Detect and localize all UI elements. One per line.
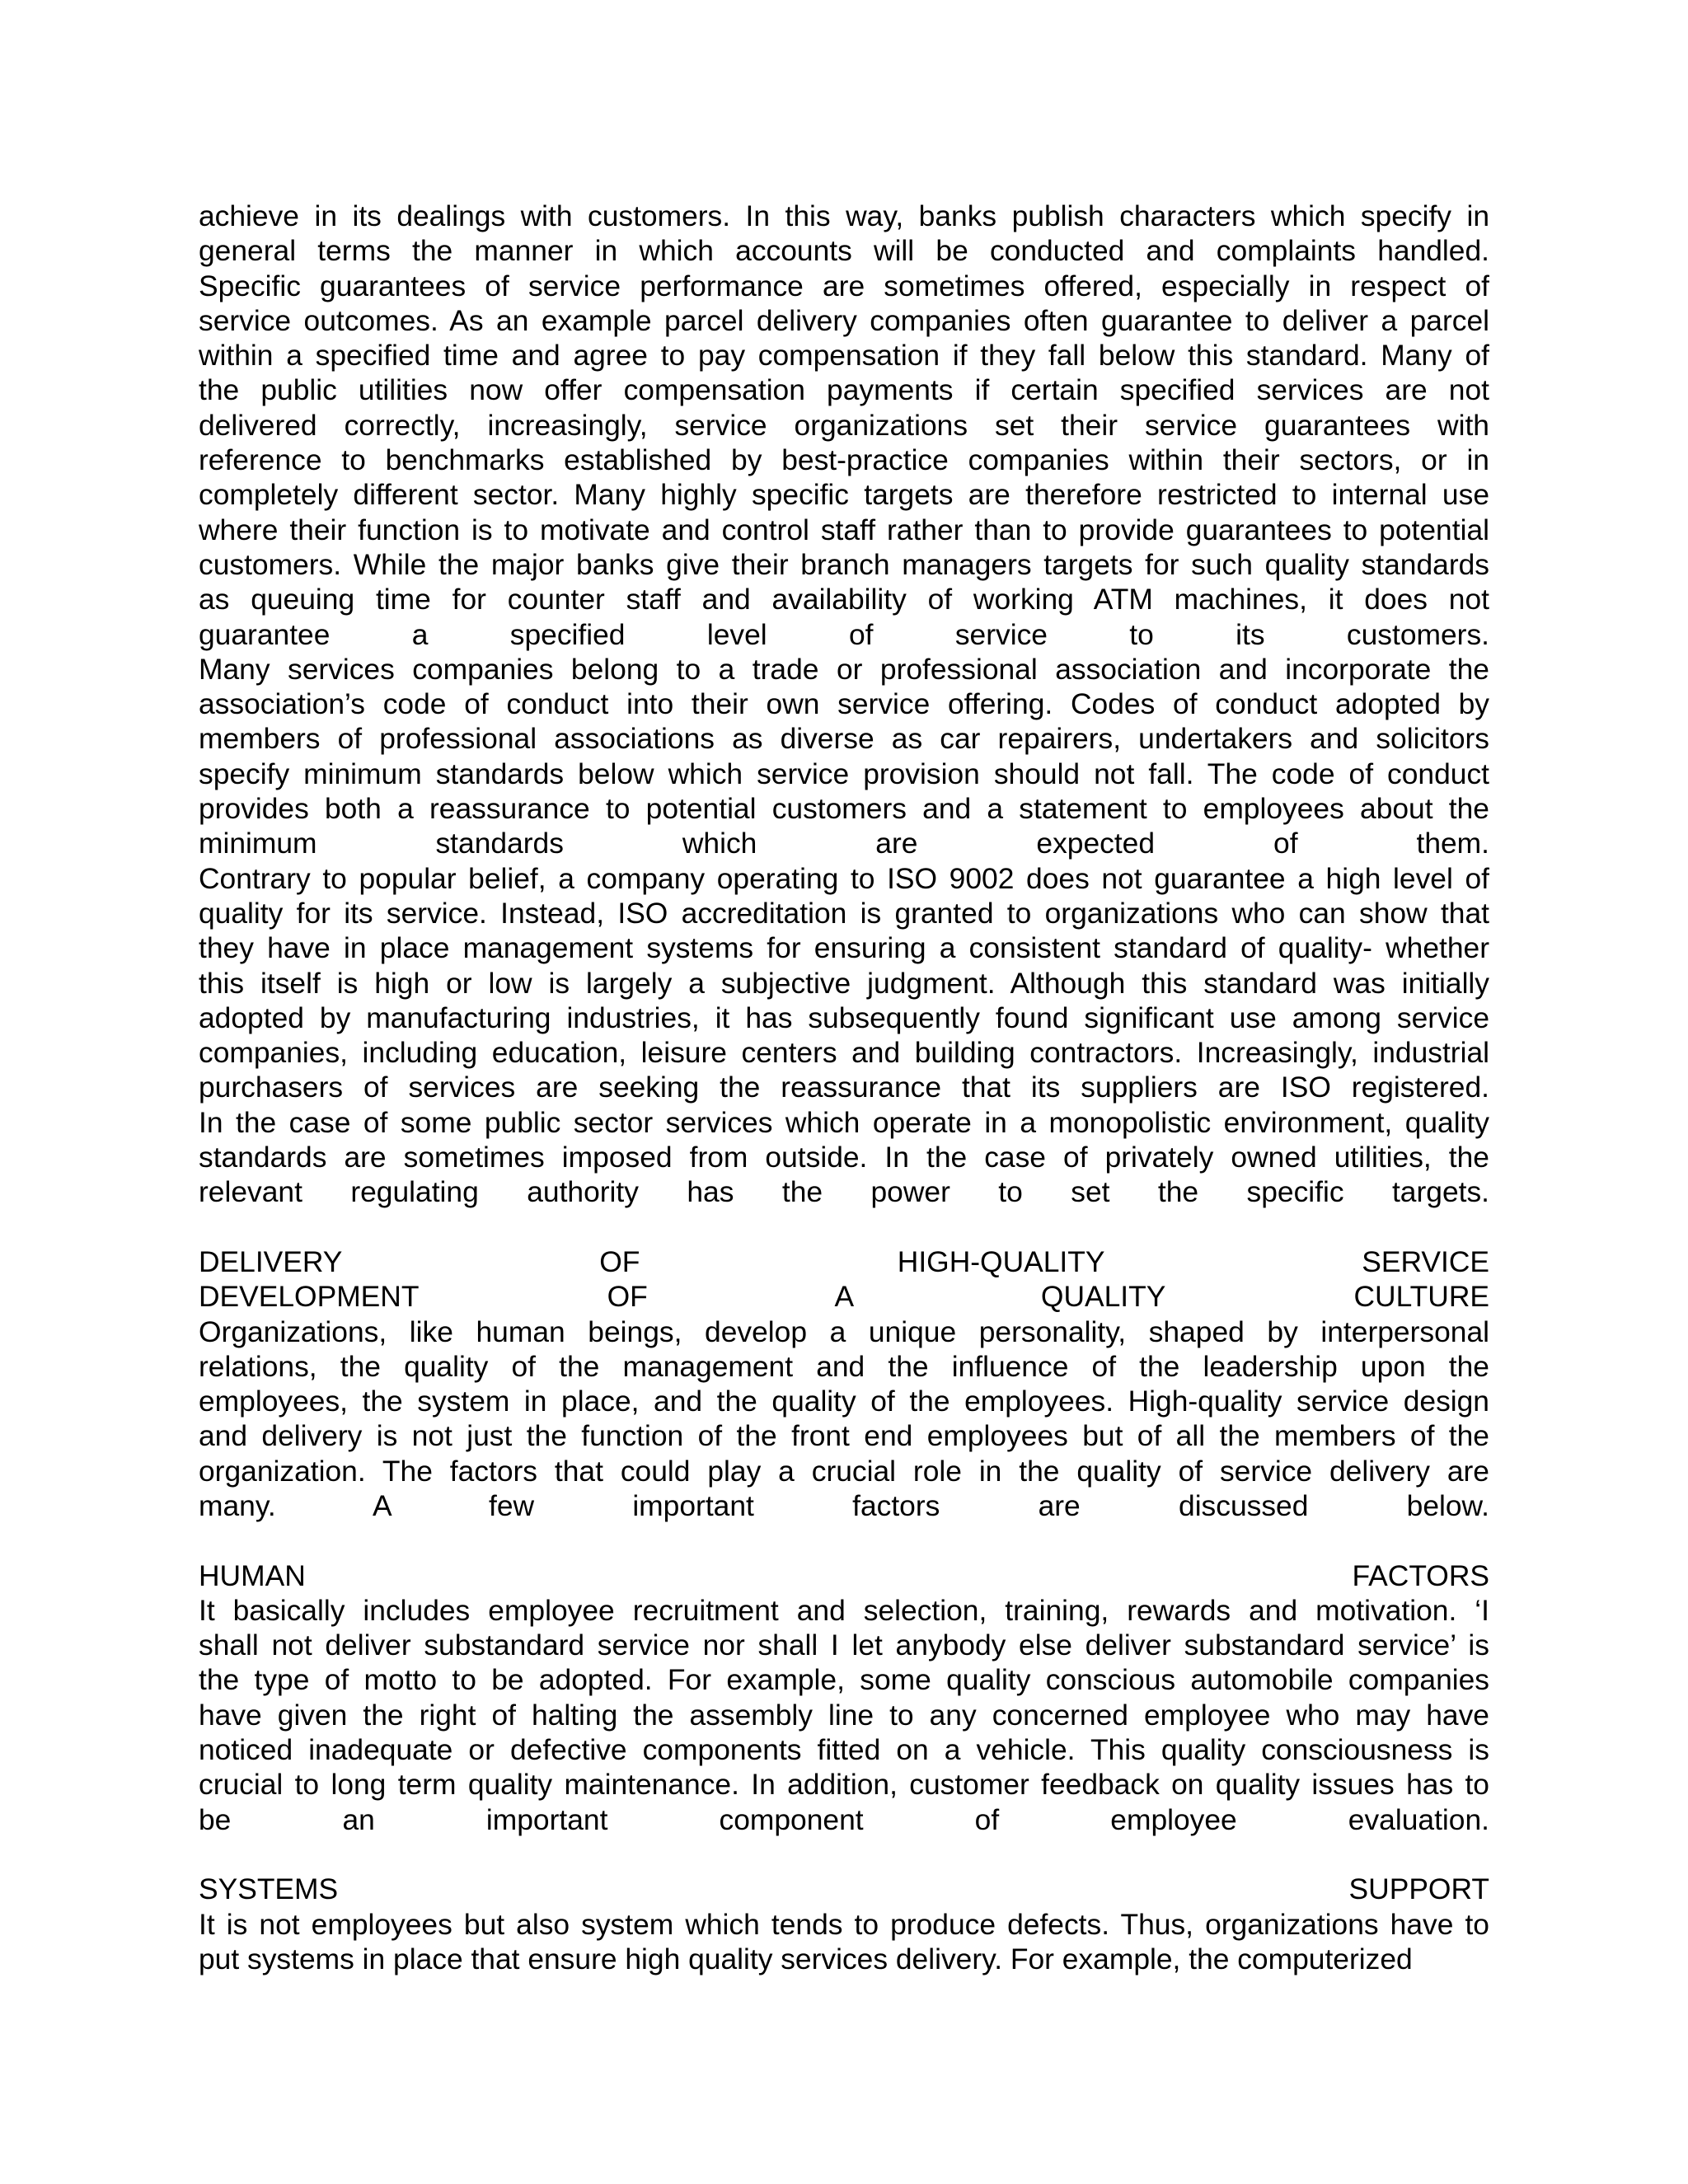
text-line: service outcomes. As an example parcel delivery companies often guarantee to deliver a parcel — [199, 303, 1489, 337]
text-line: employees, the system in place, and the quality of the employees. High-quality service design — [199, 1385, 1489, 1418]
text-line: reference to benchmarks established by best-practice companies within their sectors, or in — [199, 443, 1489, 477]
text-line: where their function is to motivate and control staff rather than to provide guarantees to potential — [199, 513, 1489, 546]
text-line: It is not employees but also system which tends to produce defects. Thus, organizations have to — [199, 1907, 1489, 1941]
text-line: Many services companies belong to a trade or professional association and incorporate the — [199, 652, 1489, 686]
text-line: shall not deliver substandard service nor shall I let anybody else deliver substandard service’ is — [199, 1629, 1489, 1662]
paragraph-gap — [199, 1523, 1489, 1558]
text-block — [199, 1244, 1489, 1523]
text-line: standards are sometimes imposed from outside. In the case of privately owned utilities, the — [199, 1141, 1489, 1174]
text-line: members of professional associations as diverse as car repairers, undertakers and solicitors — [199, 722, 1489, 756]
document-body — [199, 199, 1489, 1976]
text-line: as queuing time for counter staff and availability of working ATM machines, it does not — [199, 583, 1489, 616]
text-line: provides both a reassurance to potential customers and a statement to employees about the — [199, 792, 1489, 826]
text-line: guarantee a specified level of service to its customers. — [199, 617, 1489, 651]
text-line: delivered correctly, increasingly, service organizations set their service guarantees with — [199, 408, 1489, 442]
text-line: companies, including education, leisure centers and building contractors. Increasingly, industrial — [199, 1036, 1489, 1070]
text-line: this itself is high or low is largely a subjective judgment. Although this standard was initially — [199, 966, 1489, 1000]
text-line: the type of motto to be adopted. For example, some quality conscious automobile companies — [199, 1663, 1489, 1697]
text-line: completely different sector. Many highly specific targets are therefore restricted to internal use — [199, 478, 1489, 512]
text-line: have given the right of halting the assembly line to any concerned employee who may have — [199, 1698, 1489, 1732]
text-line: minimum standards which are expected of them. — [199, 827, 1489, 860]
text-block — [199, 1872, 1489, 1976]
text-line: Specific guarantees of service performance are sometimes offered, especially in respect of — [199, 269, 1489, 302]
text-block — [199, 1558, 1489, 1837]
text-line: HUMAN FACTORS — [199, 1558, 1489, 1592]
text-line: purchasers of services are seeking the reassurance that its suppliers are ISO registered. — [199, 1071, 1489, 1104]
text-line: specify minimum standards below which service provision should not fall. The code of conduct — [199, 757, 1489, 790]
text-line: within a specified time and agree to pay compensation if they fall below this standard. Many of — [199, 339, 1489, 373]
text-line: It basically includes employee recruitment and selection, training, rewards and motivation. ‘I — [199, 1593, 1489, 1627]
text-line: be an important component of employee evaluation. — [199, 1802, 1489, 1836]
text-line: SYSTEMS SUPPORT — [199, 1872, 1489, 1906]
text-line: relevant regulating authority has the power to set the specific targets. — [199, 1175, 1489, 1209]
text-line: crucial to long term quality maintenance. In addition, customer feedback on quality issues has to — [199, 1768, 1489, 1802]
text-line: DELIVERY OF HIGH-QUALITY SERVICE — [199, 1244, 1489, 1278]
text-line: DEVELOPMENT OF A QUALITY CULTURE — [199, 1280, 1489, 1314]
text-line: Contrary to popular belief, a company operating to ISO 9002 does not guarantee a high level of — [199, 861, 1489, 895]
text-line: many. A few important factors are discussed below. — [199, 1488, 1489, 1522]
text-line: achieve in its dealings with customers. In this way, banks publish characters which specify in — [199, 199, 1489, 232]
paragraph-gap — [199, 1210, 1489, 1244]
text-line: customers. While the major banks give their branch managers targets for such quality standards — [199, 547, 1489, 581]
text-line: relations, the quality of the management and the influence of the leadership upon the — [199, 1349, 1489, 1383]
text-line: quality for its service. Instead, ISO accreditation is granted to organizations who can show that — [199, 896, 1489, 930]
text-line: they have in place management systems for ensuring a consistent standard of quality- whether — [199, 931, 1489, 965]
text-block — [199, 199, 1489, 1210]
text-line: adopted by manufacturing industries, it has subsequently found significant use among service — [199, 1001, 1489, 1034]
text-line: and delivery is not just the function of the front end employees but of all the members of the — [199, 1419, 1489, 1453]
paragraph-gap — [199, 1837, 1489, 1872]
text-line: put systems in place that ensure high quality services delivery. For example, the computerized — [199, 1942, 1413, 1975]
text-line: association’s code of conduct into their own service offering. Codes of conduct adopted by — [199, 687, 1489, 721]
text-line: noticed inadequate or defective components fitted on a vehicle. This quality consciousness is — [199, 1733, 1489, 1767]
text-line: Organizations, like human beings, develop a unique personality, shaped by interpersonal — [199, 1315, 1489, 1348]
text-line: In the case of some public sector services which operate in a monopolistic environment, quality — [199, 1105, 1489, 1139]
text-line: general terms the manner in which accounts will be conducted and complaints handled. — [199, 234, 1489, 268]
text-line: the public utilities now offer compensation payments if certain specified services are not — [199, 373, 1489, 407]
text-line: organization. The factors that could play a crucial role in the quality of service delivery are — [199, 1454, 1489, 1488]
